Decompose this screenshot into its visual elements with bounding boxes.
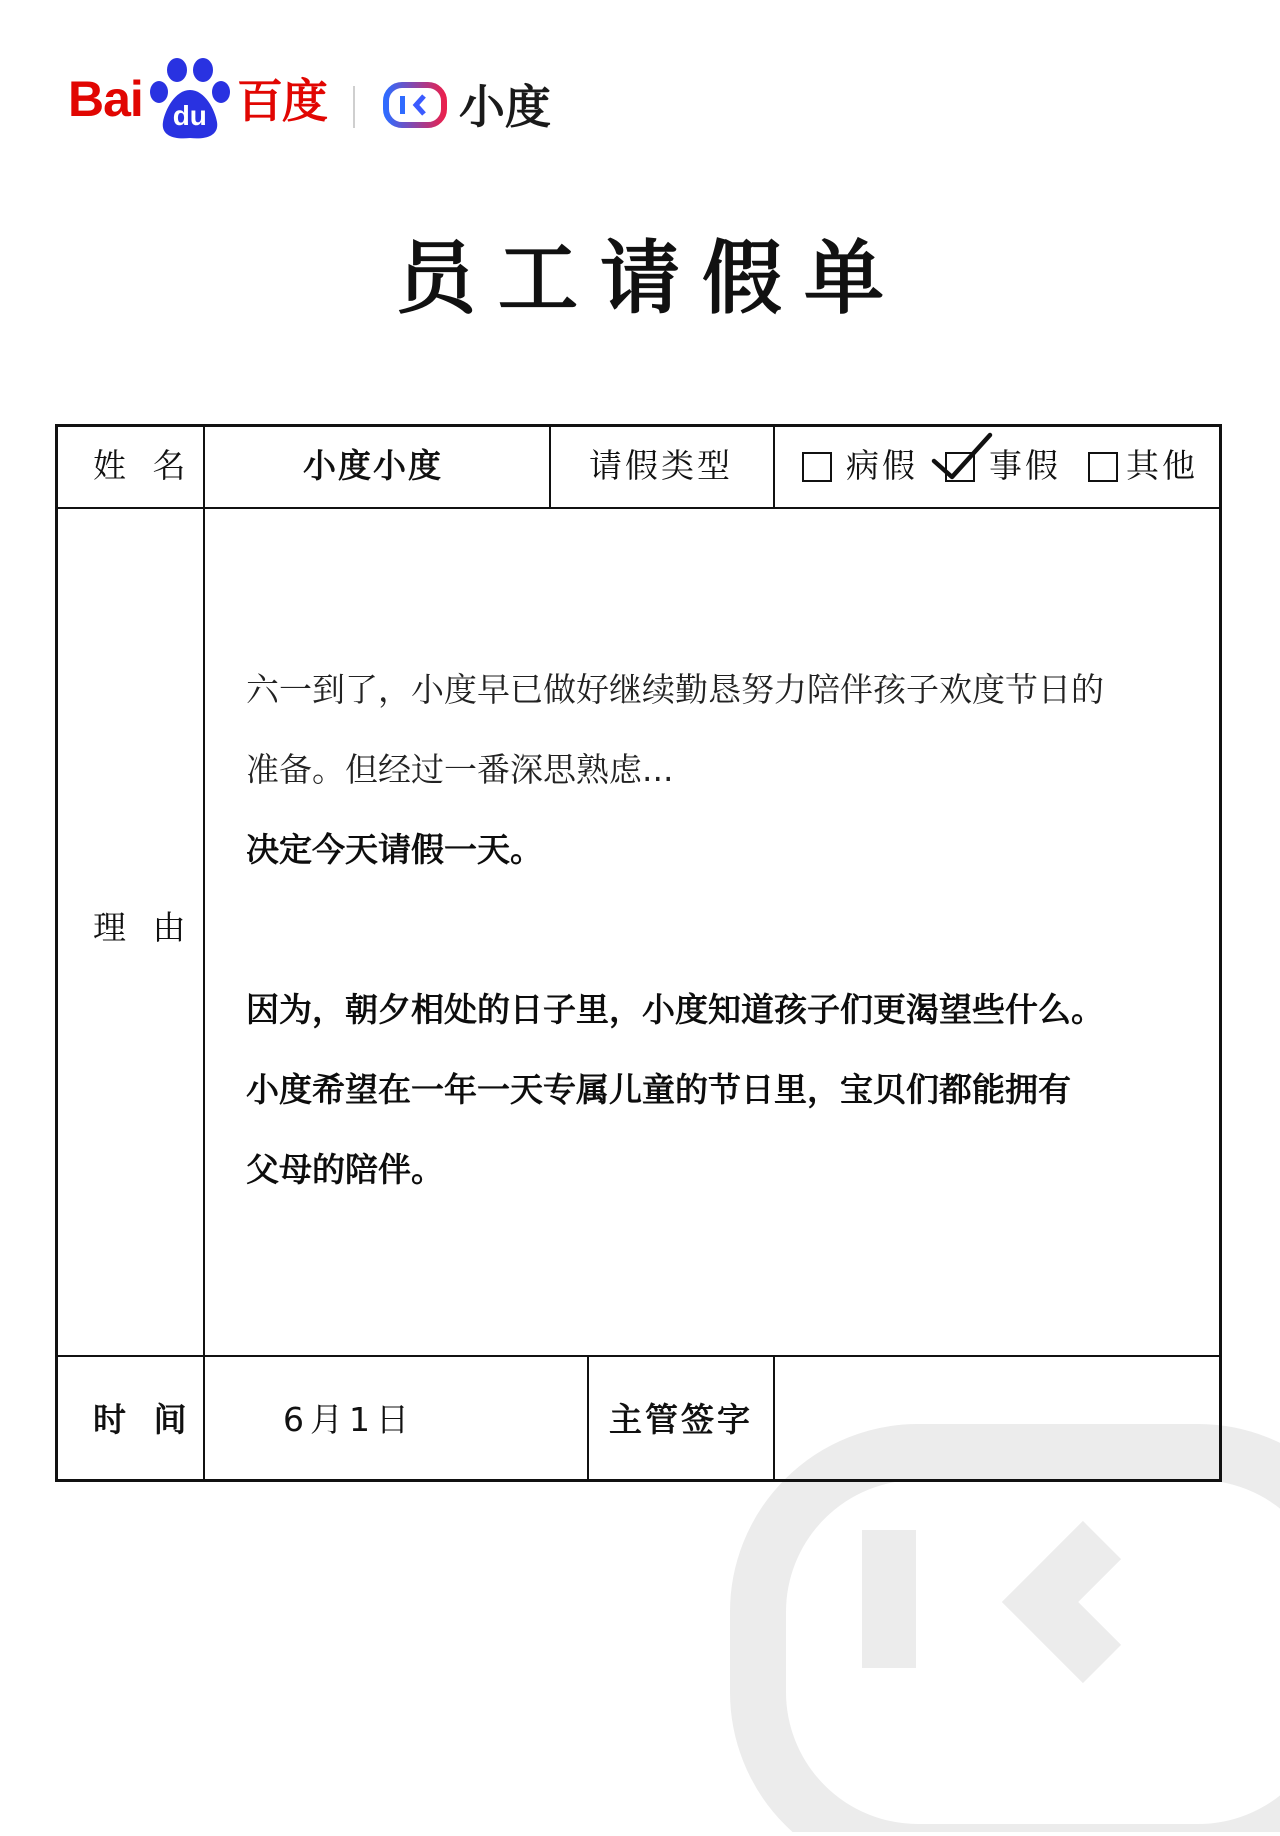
baidu-logo-chinese: 百度 [236, 74, 327, 128]
leave-form [55, 424, 1222, 1482]
other-leave-checkbox[interactable] [1088, 452, 1118, 482]
baidu-logo-word: Bai [68, 71, 143, 127]
column-divider [203, 427, 205, 1479]
column-divider [549, 427, 551, 507]
column-divider [773, 1355, 775, 1479]
leave-type-option-other: 其他 [1126, 446, 1198, 485]
logo-row [68, 52, 551, 142]
xiaodu-logo-word: 小度 [458, 80, 551, 134]
reason-line: 小度希望在一年一天专属儿童的节日里，宝贝们都能拥有 [246, 1070, 1071, 1109]
baidu-paw-icon [145, 52, 235, 142]
logo-divider [353, 86, 355, 128]
leave-type-option-personal: 事假 [989, 446, 1061, 485]
name-label: 姓 名 [93, 446, 194, 485]
xiaodu-logo-icon [383, 82, 447, 132]
row-divider [58, 1355, 1219, 1357]
reason-line: 父母的陪伴。 [246, 1150, 444, 1189]
reason-line: 因为，朝夕相处的日子里，小度知道孩子们更渴望些什么。 [246, 990, 1104, 1029]
reason-line: 六一到了，小度早已做好继续勤恳努力陪伴孩子欢度节日的 [246, 670, 1104, 709]
leave-type-label: 请假类型 [589, 446, 733, 485]
xiaodu-logo [383, 82, 551, 132]
reason-label: 理 由 [93, 908, 194, 947]
row-divider [58, 507, 1219, 509]
check-mark-icon [930, 431, 996, 483]
time-label: 时 间 [93, 1400, 195, 1439]
reason-line: 决定今天请假一天。 [246, 830, 543, 869]
time-value: 6月1日 [283, 1400, 415, 1439]
supervisor-label: 主管签字 [609, 1400, 753, 1439]
baidu-logo [68, 52, 327, 142]
column-divider [587, 1355, 589, 1479]
leave-type-option-sick: 病假 [846, 446, 918, 485]
reason-line: 准备。但经过一番深思熟虑... [246, 750, 674, 789]
column-divider [773, 427, 775, 507]
page-title: 员工请假单 [396, 231, 906, 325]
baidu-paw-text: du [172, 100, 207, 131]
name-value: 小度小度 [303, 446, 443, 485]
sick-leave-checkbox[interactable] [802, 452, 832, 482]
